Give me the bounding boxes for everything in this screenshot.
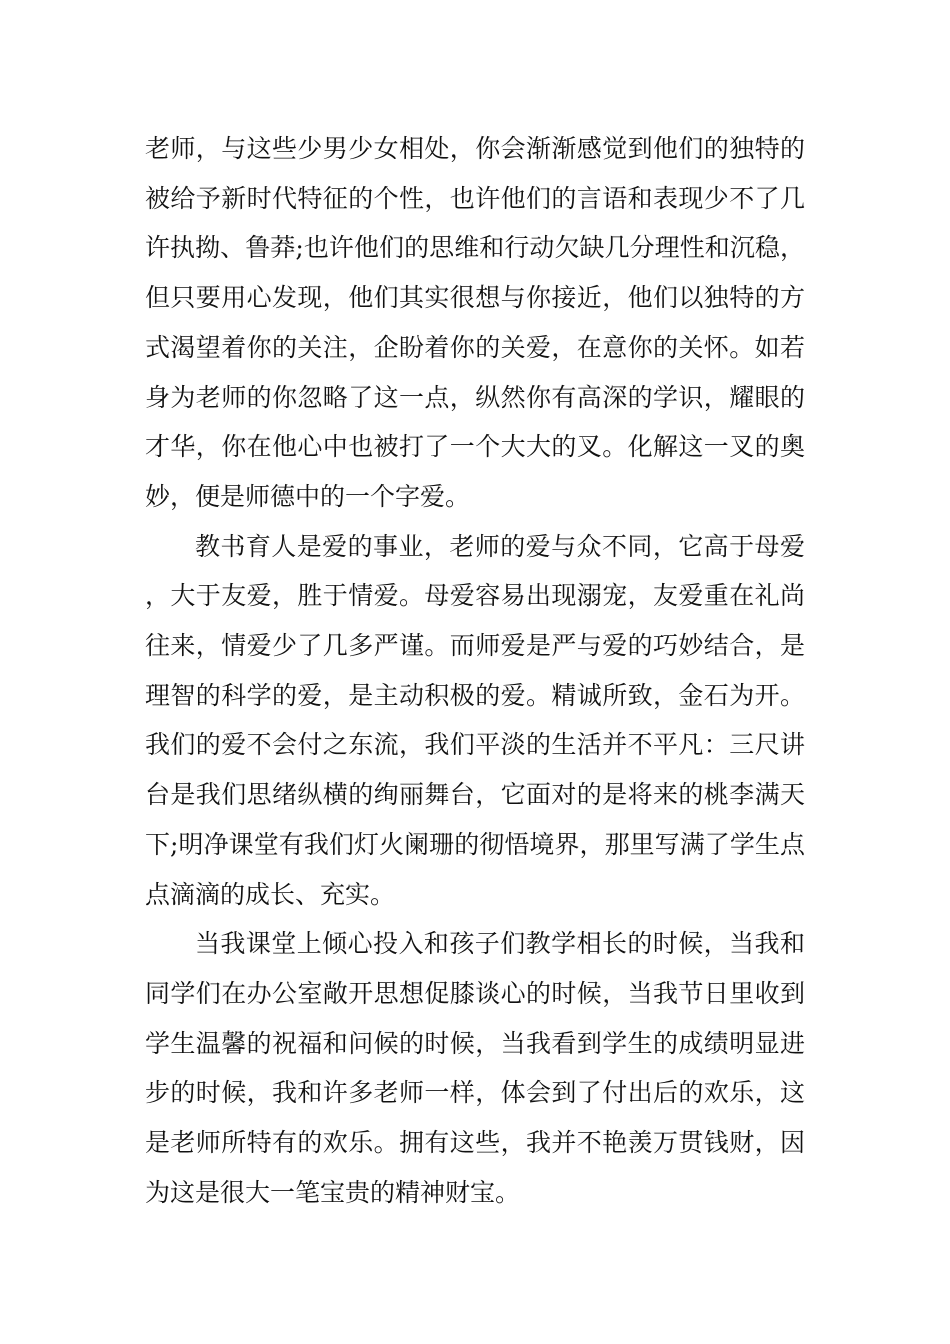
paragraph-2: 教书育人是爱的事业，老师的爱与众不同，它高于母爱，大于友爱，胜于情爱。母爱容易出现溺宠，友爱重在礼尚往来，情爱少了几多严谨。而师爱是严与爱的巧妙结合，是理智的科学的爱，是主动积极的爱。精诚所致，金石为开。我们的爱不会付之东流，我们平淡的生活并不平凡：三尺讲台是我们思绪纵横的绚丽舞台，它面对的是将来的桃李满天下;明净课堂有我们灯火阑珊的彻悟境界，那里写满了学生点点滴滴的成长、充实。 [145, 531, 805, 909]
paragraph-1: 老师，与这些少男少女相处，你会渐渐感觉到他们的独特的被给予新时代特征的个性，也许他们的言语和表现少不了几许执拗、鲁莽;也许他们的思维和行动欠缺几分理性和沉稳，但只要用心发现，他们其实很想与你接近，他们以独特的方式渴望着你的关注，企盼着你的关爱，在意你的关怀。如若身为老师的你忽略了这一点，纵然你有高深的学识，耀眼的才华，你在他心中也被打了一个大大的叉。化解这一叉的奥妙，便是师德中的一个字爱。 [145, 134, 805, 511]
paragraph-3: 当我课堂上倾心投入和孩子们教学相长的时候，当我和同学们在办公室敞开思想促膝谈心的时候，当我节日里收到学生温馨的祝福和问候的时候，当我看到学生的成绩明显进步的时候，我和许多老师一样，体会到了付出后的欢乐，这是老师所特有的欢乐。拥有这些，我并不艳羡万贯钱财，因为这是很大一笔宝贵的精神财宝。 [145, 929, 805, 1207]
document-body [145, 124, 805, 1217]
